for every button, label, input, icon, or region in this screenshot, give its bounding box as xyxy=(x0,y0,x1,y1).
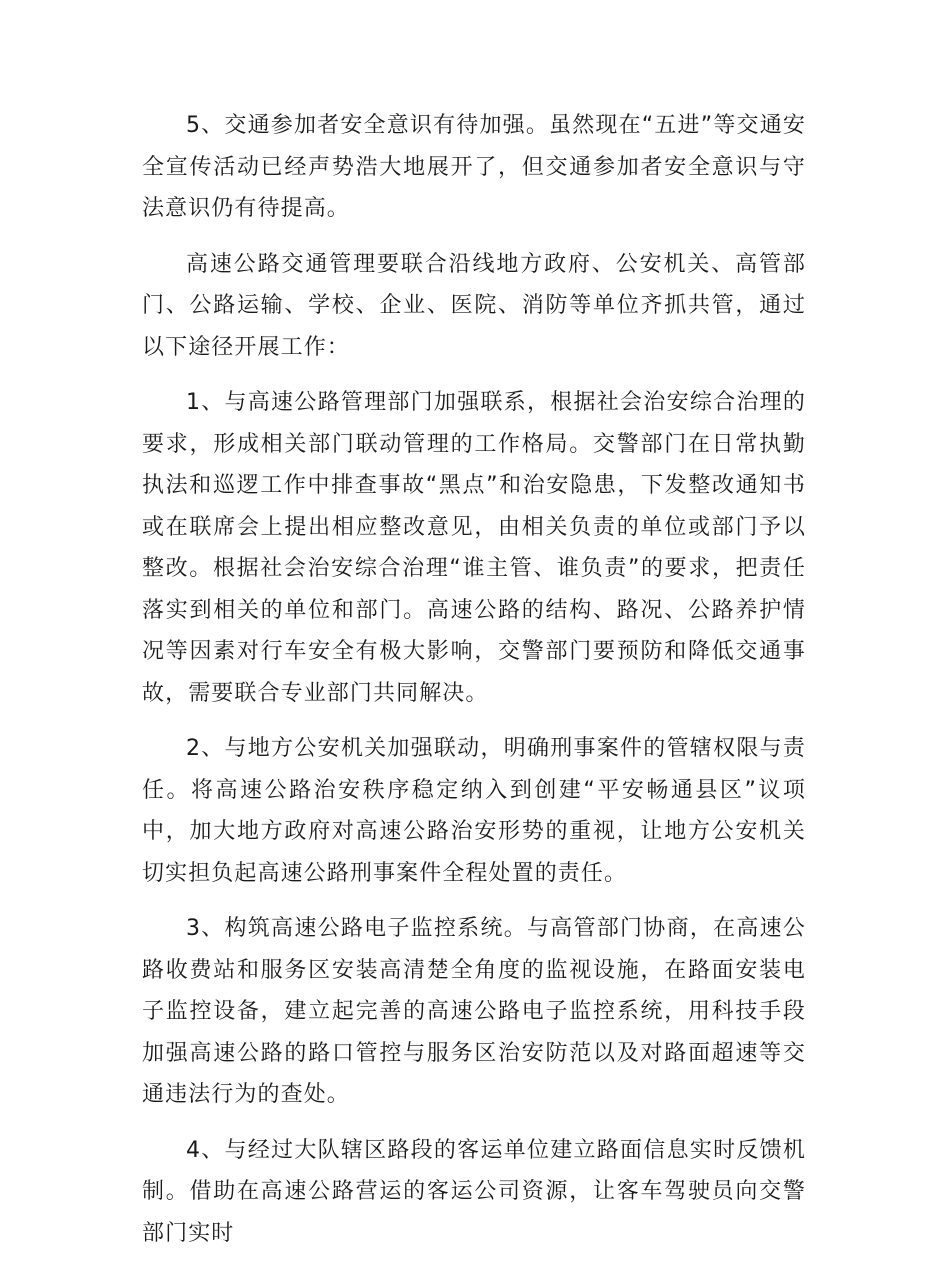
document-page xyxy=(142,105,806,1268)
paragraph-item-2: 2、与地方公安机关加强联动，明确刑事案件的管辖权限与责任。将高速公路治安秩序稳定纳入到创建“平安畅通县区”议项中，加大地方政府对高速公路治安形势的重视，让地方公安机关切实担负起高速公路刑事案件全程处置的责任。 xyxy=(142,736,806,886)
paragraph-item-1: 1、与高速公路管理部门加强联系，根据社会治安综合治理的要求，形成相关部门联动管理的工作格局。交警部门在日常执勤执法和巡逻工作中排查事故“黑点”和治安隐患，下发整改通知书或在联席会上提出相应整改意见，由相关负责的单位或部门予以整改。根据社会治安综合治理“谁主管、谁负责”的要求，把责任落实到相关的单位和部门。高速公路的结构、路况、公路养护情况等因素对行车安全有极大影响，交警部门要预防和降低交通事故，需要联合专业部门共同解决。 xyxy=(142,390,806,706)
paragraph-item-3: 3、构筑高速公路电子监控系统。与高管部门协商，在高速公路收费站和服务区安装高清楚全角度的监视设施，在路面安装电子监控设备，建立起完善的高速公路电子监控系统，用科技手段加强高速公路的路口管控与服务区治安防范以及对路面超速等交通违法行为的查处。 xyxy=(142,916,806,1107)
paragraph-traffic-participants: 5、交通参加者安全意识有待加强。虽然现在“五进”等交通安全宣传活动已经声势浩大地展开了，但交通参加者安全意识与守法意识仍有待提高。 xyxy=(142,113,806,221)
paragraph-item-4: 4、与经过大队辖区路段的客运单位建立路面信息实时反馈机制。借助在高速公路营运的客运公司资源，让客车驾驶员向交警部门实时 xyxy=(142,1137,806,1246)
paragraph-joint-management: 高速公路交通管理要联合沿线地方政府、公安机关、高管部门、公路运输、学校、企业、医院、消防等单位齐抓共管，通过以下途径开展工作： xyxy=(142,251,806,360)
